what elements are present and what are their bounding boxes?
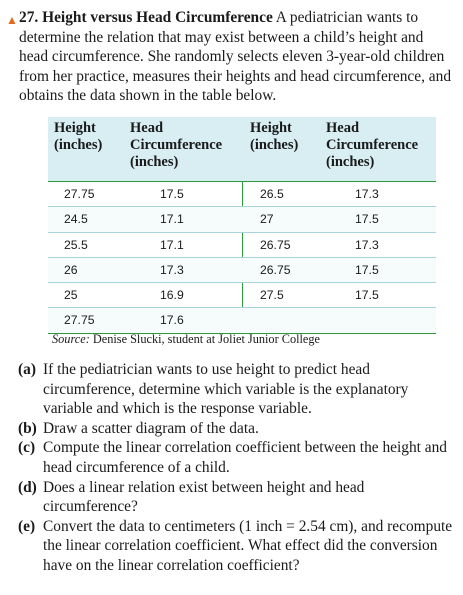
- header-head-circumference-1: Head Circumference (inches): [130, 120, 223, 170]
- source-label: Source:: [52, 332, 90, 346]
- part-c: (c) Compute the linear correlation coefficient between the height and head circumference of a child.: [18, 439, 447, 476]
- problem-statement: [6, 8, 454, 106]
- table-row: 27.75 17.5 26.5 17.3: [48, 182, 436, 207]
- table-row: 25.5 17.1 26.75 17.3: [48, 233, 436, 258]
- data-table: [48, 117, 436, 334]
- table-header: [48, 117, 436, 182]
- problem-intro: [19, 8, 454, 106]
- problem-number: 27.: [19, 9, 39, 26]
- header-height-2: Height (inches): [250, 120, 299, 153]
- part-e: (e) Convert the data to centimeters (1 inch = 2.54 cm), and recompute the linear correlation coefficient. What effect did the conversion have on the linear correlation coefficient?: [18, 517, 453, 574]
- table-row: 26 17.3 26.75 17.5: [48, 258, 436, 283]
- question-parts: [18, 360, 454, 576]
- table-body: [48, 182, 436, 334]
- part-b: (b) Draw a scatter diagram of the data.: [18, 419, 259, 437]
- header-height-1: Height (inches): [54, 120, 103, 153]
- part-d: (d) Does a linear relation exist between height and head circumference?: [18, 478, 365, 516]
- table-row: 25 16.9 27.5 17.5: [48, 283, 436, 308]
- problem-text: A pediatrician wants to determine the relation that may exist between a child’s height and head circumference. She randomly selects eleven 3-year-old children from her practice, measures their heights and head circumference, and obtains the data shown in the table below.: [19, 9, 452, 104]
- part-a: (a) If the pediatrician wants to use height to predict head circumference, determine which variable is the explanatory variable and which is the response variable.: [18, 361, 409, 418]
- source-text: Denise Slucki, student at Joliet Junior College: [92, 332, 320, 346]
- header-head-circumference-2: Head Circumference (inches): [326, 120, 419, 170]
- triangle-marker-icon: ▲: [6, 13, 18, 27]
- problem-title: Height versus Head Circumference: [42, 9, 273, 26]
- table-source: [52, 332, 320, 347]
- table-row: 27.75 17.6: [48, 308, 436, 333]
- table-row: 24.5 17.1 27 17.5: [48, 207, 436, 232]
